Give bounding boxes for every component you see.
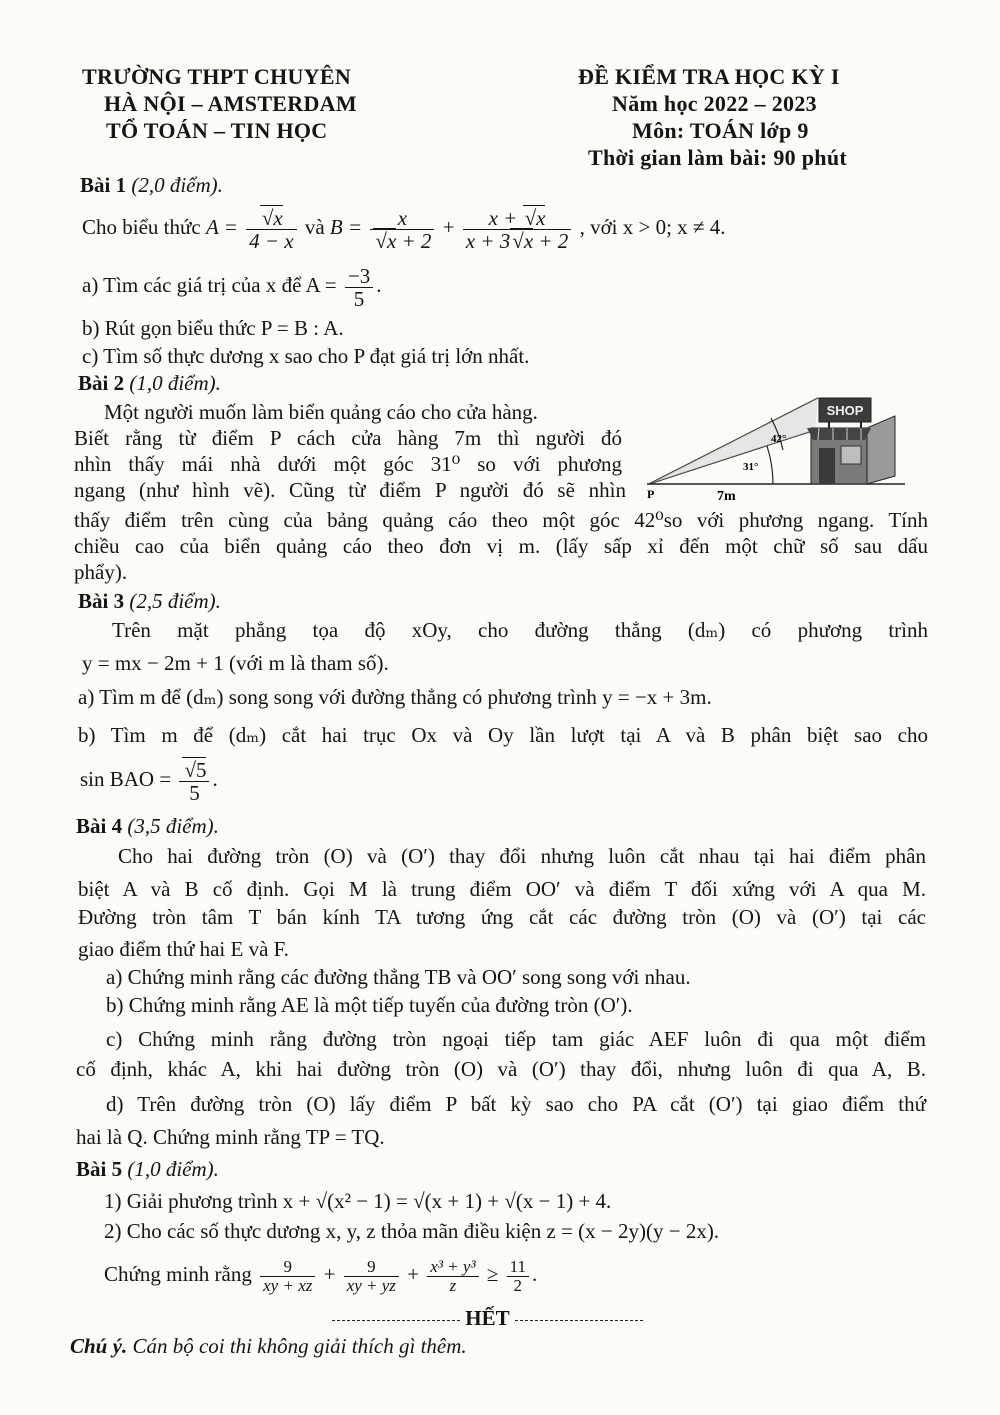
angle-31-label: 31° xyxy=(743,461,759,473)
bai4-c-line-2: cố định, khác A, khi hai đường tròn (O) và (O′) thay đổi, nhưng luôn đi qua A, B. xyxy=(76,1057,926,1081)
subject: Môn: TOÁN lớp 9 xyxy=(632,118,809,143)
bai5-f3-num: x³ + y³ xyxy=(427,1258,478,1277)
b-t1-num: x xyxy=(370,207,434,230)
bai2-points: (1,0 điểm). xyxy=(129,371,221,395)
b-t2-den-rad: √ x xyxy=(510,228,533,253)
bai5-f1-num: 9 xyxy=(260,1258,315,1277)
bai5-title: Bài 5 xyxy=(76,1157,123,1181)
bai5-fraction-1 xyxy=(260,1258,315,1295)
bai2-line-1: Một người muốn làm biển quảng cáo cho cửa hàng. xyxy=(104,400,538,424)
bai2-line-2: Biết rằng từ điểm P cách cửa hàng 7m thì người đó xyxy=(74,426,622,450)
a-fraction xyxy=(246,207,297,252)
school-line-1: TRƯỜNG THPT CHUYÊN xyxy=(82,64,352,89)
bai4-line-2: biệt A và B cố định. Gọi M là trung điểm OO′ và điểm T đối xứng với A qua M. xyxy=(78,877,926,901)
bai5-points: (1,0 điểm). xyxy=(127,1157,219,1181)
bai1-a-den: 5 xyxy=(353,286,365,311)
bai5-f4-num: 11 xyxy=(507,1258,529,1277)
school-line-3: TỔ TOÁN – TIN HỌC xyxy=(106,118,328,143)
bai3-points: (2,5 điểm). xyxy=(129,589,221,613)
bai5-plus-2: + xyxy=(407,1262,420,1286)
bai5-plus-1: + xyxy=(323,1262,336,1286)
bai5-geq: ≥ xyxy=(486,1262,499,1286)
duration: Thời gian làm bài: 90 phút xyxy=(588,145,847,170)
bai1-intro: Cho biểu thức xyxy=(82,215,201,239)
bai4-d-line-1: d) Trên đường tròn (O) lấy điểm P bất kỳ sao cho PA cắt (O′) tại giao điểm thứ xyxy=(106,1092,926,1116)
bai5-fraction-3 xyxy=(427,1258,478,1295)
bai4-c-line-1: c) Chứng minh rằng đường tròn ngoại tiếp tam giác AEF luôn đi qua một điểm xyxy=(106,1027,926,1051)
bai4-line-1: Cho hai đường tròn (O) và (O′) thay đổi nhưng luôn cắt nhau tại hai điểm phân xyxy=(118,844,926,868)
bai3-sin-lhs: sin BAO = xyxy=(80,767,172,791)
a-den: 4 − x xyxy=(249,228,294,253)
bai5-prove-label: Chứng minh rằng xyxy=(104,1262,252,1286)
bai4-b: b) Chứng minh rằng AE là một tiếp tuyến của đường tròn (O′). xyxy=(106,993,633,1017)
school-line-2: HÀ NỘI – AMSTERDAM xyxy=(104,91,357,116)
bai4-heading xyxy=(76,813,219,839)
bai5-f2-den: xy + yz xyxy=(346,1275,396,1295)
footer-note xyxy=(70,1333,467,1359)
bai1-a-fraction xyxy=(345,265,373,310)
bai3-sin-den: 5 xyxy=(189,780,200,805)
a-num: √ x xyxy=(260,205,283,230)
bai2-line-7: phẩy). xyxy=(74,560,128,584)
bai2-line-5: thấy điểm trên cùng của bảng quảng cáo theo một góc 42⁰so với phương ngang. Tính xyxy=(74,508,928,532)
bai3-line-2: y = mx − 2m + 1 (với m là tham số). xyxy=(82,651,389,675)
bai1-a xyxy=(82,262,381,310)
bai1-condition: , với x > 0; x ≠ 4. xyxy=(579,215,726,239)
shop-door xyxy=(819,448,835,484)
bai2-line-6: chiều cao của biển quảng cáo theo đơn vị m. (lấy sấp xỉ đến một chữ số sau dấu xyxy=(74,534,928,558)
bai4-points: (3,5 điểm). xyxy=(127,814,219,838)
bai3-sin-end: . xyxy=(212,767,218,791)
bai3-sin-num: √ 5 xyxy=(182,757,206,782)
b-t1-den-rad: √ x xyxy=(373,228,396,253)
bai2-line-3: nhìn thấy mái nhà dưới một góc 31⁰ so với phương xyxy=(74,452,622,476)
end-mark-row xyxy=(332,1305,643,1331)
a-lhs: A = xyxy=(205,215,238,239)
angle-42-label: 42° xyxy=(771,433,787,445)
bai5-end: . xyxy=(531,1262,538,1286)
note-label: Chú ý. xyxy=(70,1334,128,1358)
b-lhs: B = xyxy=(329,215,363,239)
bai5-fraction-2 xyxy=(344,1258,399,1295)
end-mark: HẾT xyxy=(465,1306,510,1330)
school-year: Năm học 2022 – 2023 xyxy=(612,91,817,116)
shop-figure xyxy=(643,384,935,508)
bai1-c: c) Tìm số thực dương x sao cho P đạt giá trị lớn nhất. xyxy=(82,344,530,368)
shop-window xyxy=(841,446,861,464)
bai4-line-3: Đường tròn tâm T bán kính TA tương ứng cắt các đường tròn (O) và (O′) tại các xyxy=(78,905,926,929)
bai4-a: a) Chứng minh rằng các đường thẳng TB và OO′ song song với nhau. xyxy=(106,965,691,989)
bai5-f1-den: xy + xz xyxy=(263,1275,313,1295)
bai1-a-text: a) Tìm các giá trị của x để A = xyxy=(82,273,337,297)
bai5-fraction-4 xyxy=(507,1258,529,1295)
bai3-b-line-1: b) Tìm m để (dₘ) cắt hai trục Ox và Oy lần lượt tại A và B phân biệt sao cho xyxy=(78,723,928,747)
divider-left xyxy=(332,1320,460,1321)
bai1-and: và xyxy=(304,215,325,239)
bai5-f2-num: 9 xyxy=(344,1258,399,1277)
bai4-line-4: giao điểm thứ hai E và F. xyxy=(78,937,289,961)
bai1-heading xyxy=(80,172,223,198)
b-t2-den-a: x + 3 xyxy=(465,228,511,253)
exam-title: ĐỀ KIỂM TRA HỌC KỲ I xyxy=(578,64,840,89)
bai5-f4-den: 2 xyxy=(513,1275,523,1295)
bai1-expression xyxy=(82,204,725,252)
bai3-heading xyxy=(78,588,221,614)
shop-side xyxy=(867,416,895,484)
distance-label: 7m xyxy=(717,489,736,504)
b-fraction-1 xyxy=(370,207,434,252)
bai5-inequality xyxy=(104,1250,537,1298)
bai4-d-line-2: hai là Q. Chứng minh rằng TP = TQ. xyxy=(76,1125,385,1149)
bai2-title: Bài 2 xyxy=(78,371,125,395)
divider-right xyxy=(515,1320,643,1321)
angle-arc-31 xyxy=(767,446,773,484)
bai1-points: (2,0 điểm). xyxy=(131,173,223,197)
bai1-a-end: . xyxy=(376,273,382,297)
bai3-sin-fraction xyxy=(179,759,209,804)
bai5-heading xyxy=(76,1156,219,1182)
b-t1-den-rest: + 2 xyxy=(396,228,432,253)
b-t2-num-rad: √ x xyxy=(523,205,546,230)
shop-sign-label: SHOP xyxy=(826,403,864,418)
bai1-a-num: −3 xyxy=(345,265,373,288)
point-p-label: P xyxy=(647,487,655,501)
b-t2-num-a: x + xyxy=(488,205,523,230)
note-text: Cán bộ coi thi không giải thích gì thêm. xyxy=(132,1334,467,1358)
bai5-part-2: 2) Cho các số thực dương x, y, z thỏa mãn điều kiện z = (x − 2y)(y − 2x). xyxy=(104,1219,720,1243)
bai4-title: Bài 4 xyxy=(76,814,123,838)
bai3-a: a) Tìm m để (dₘ) song song với đường thẳng có phương trình y = −x + 3m. xyxy=(78,685,712,709)
bai2-heading xyxy=(78,370,221,396)
bai3-b-line-2 xyxy=(80,756,218,804)
bai3-line-1: Trên mặt phẳng tọa độ xOy, cho đường thẳng (dₘ) có phương trình xyxy=(112,618,928,642)
plus-sign: + xyxy=(442,215,455,239)
bai5-f3-den: z xyxy=(449,1275,457,1295)
bai2-line-4: ngang (như hình vẽ). Cũng từ điểm P người đó sẽ nhìn xyxy=(74,478,626,502)
bai5-part-1: 1) Giải phương trình x + √(x² − 1) = √(x + 1) + √(x − 1) + 4. xyxy=(104,1189,612,1213)
bai1-title: Bài 1 xyxy=(80,173,127,197)
bai3-title: Bài 3 xyxy=(78,589,125,613)
b-fraction-2 xyxy=(463,207,572,252)
b-t2-den-b: + 2 xyxy=(533,228,569,253)
bai1-b: b) Rút gọn biểu thức P = B : A. xyxy=(82,316,344,340)
